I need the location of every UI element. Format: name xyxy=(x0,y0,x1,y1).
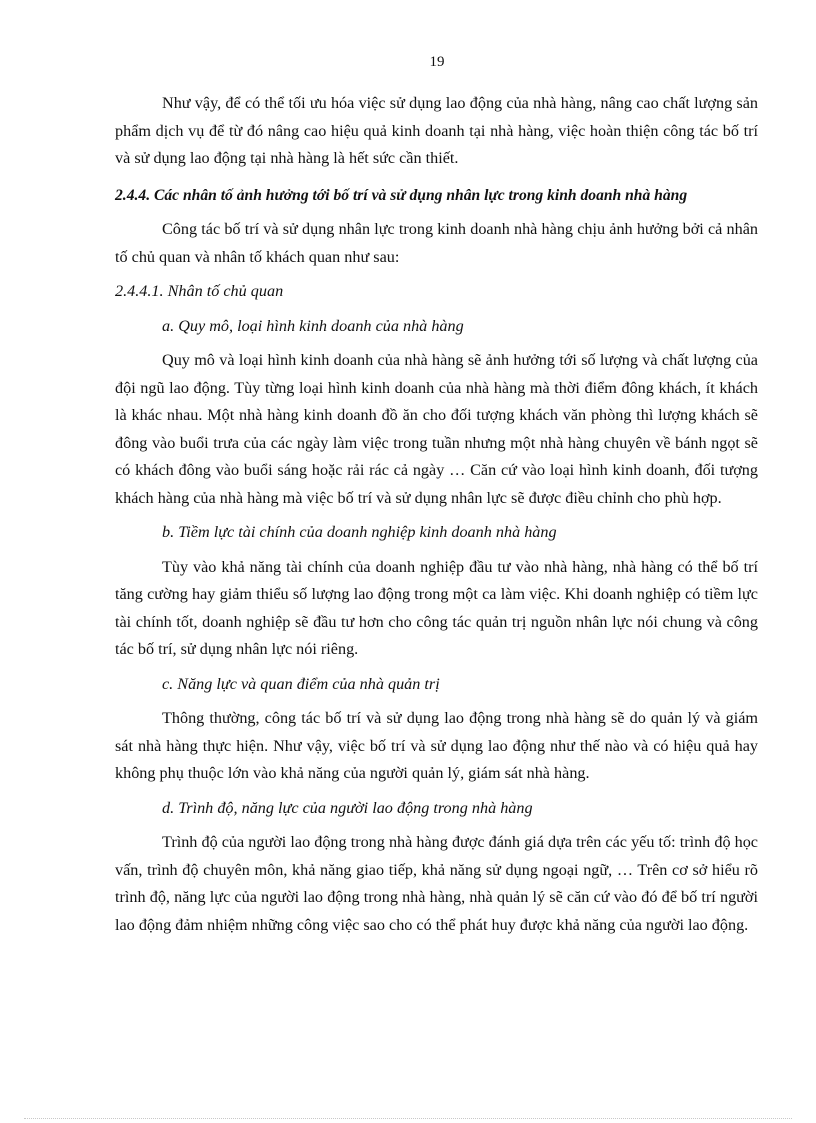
section-intro-paragraph: Công tác bố trí và sử dụng nhân lực trong kinh doanh nhà hàng chịu ảnh hưởng bởi cả nhân tố chủ quan và nhân tố khách quan như sau: xyxy=(115,220,758,266)
factor-c-heading: c. Năng lực và quan điểm của nhà quản trị xyxy=(162,674,440,693)
page-number: 19 xyxy=(429,54,445,70)
factor-d-heading: d. Trình độ, năng lực của người lao động trong nhà hàng xyxy=(162,798,533,817)
section-heading: 2.4.4. Các nhân tố ảnh hưởng tới bố trí và sử dụng nhân lực trong kinh doanh nhà hàng xyxy=(115,186,688,204)
subsection-heading: 2.4.4.1. Nhân tố chủ quan xyxy=(115,282,284,300)
factor-c-body: Thông thường, công tác bố trí và sử dụng lao động trong nhà hàng sẽ do quản lý và giám sát nhà hàng thực hiện. Như vậy, việc bố trí và sử dụng lao động như thế nào và có hiệu quả hay không phụ thuộc lớn vào khả năng của người quản lý, giám sát nhà hàng. xyxy=(115,709,758,782)
page-content xyxy=(115,90,758,939)
factor-b-body: Tùy vào khả năng tài chính của doanh nghiệp đầu tư vào nhà hàng, nhà hàng có thể bố trí tăng cường hay giảm thiểu số lượng lao động trong một ca làm việc. Khi doanh nghiệp có tiềm lực tài chính tốt, doanh nghiệp sẽ đầu tư hơn cho công tác quản trị nguồn nhân lực nói chung và công tác bố trí, sử dụng nhân lực nói riêng. xyxy=(115,557,758,658)
factor-b-heading: b. Tiềm lực tài chính của doanh nghiệp kinh doanh nhà hàng xyxy=(162,523,557,541)
factor-d-body: Trình độ của người lao động trong nhà hàng được đánh giá dựa trên các yếu tố: trình độ học vấn, trình độ chuyên môn, khả năng giao tiếp, khả năng sử dụng ngoại ngữ, … Trên cơ sở hiểu rõ trình độ, năng lực của người lao động trong nhà hàng, nhà quản lý sẽ căn cứ vào đó để bố trí người lao động đảm nhiệm những công việc sao cho có thể phát huy được khả năng của người lao động. xyxy=(115,833,758,934)
intro-paragraph: Như vậy, để có thể tối ưu hóa việc sử dụng lao động của nhà hàng, nâng cao chất lượng sản phẩm dịch vụ để từ đó nâng cao hiệu quả kinh doanh tại nhà hàng, việc hoàn thiện công tác bố trí và sử dụng lao động tại nhà hàng là hết sức cần thiết. xyxy=(115,94,758,167)
factor-a-heading: a. Quy mô, loại hình kinh doanh của nhà hàng xyxy=(162,316,464,335)
page-bottom-divider xyxy=(24,1118,792,1119)
factor-a-body: Quy mô và loại hình kinh doanh của nhà hàng sẽ ảnh hưởng tới số lượng và chất lượng của đội ngũ lao động. Tùy từng loại hình kinh doanh của nhà hàng mà thời điểm đông khách, ít khách là khác nhau. Một nhà hàng kinh doanh đồ ăn cho đối tượng khách văn phòng thì lượng khách sẽ đông vào buổi trưa của các ngày làm việc trong tuần nhưng một nhà hàng chuyên về bánh ngọt sẽ có khách đông vào buổi sáng hoặc rải rác cả ngày … Căn cứ vào loại hình kinh doanh, đối tượng khách hàng của nhà hàng mà việc bố trí và sử dụng nhân lực sẽ được điều chỉnh cho phù hợp. xyxy=(115,351,758,507)
